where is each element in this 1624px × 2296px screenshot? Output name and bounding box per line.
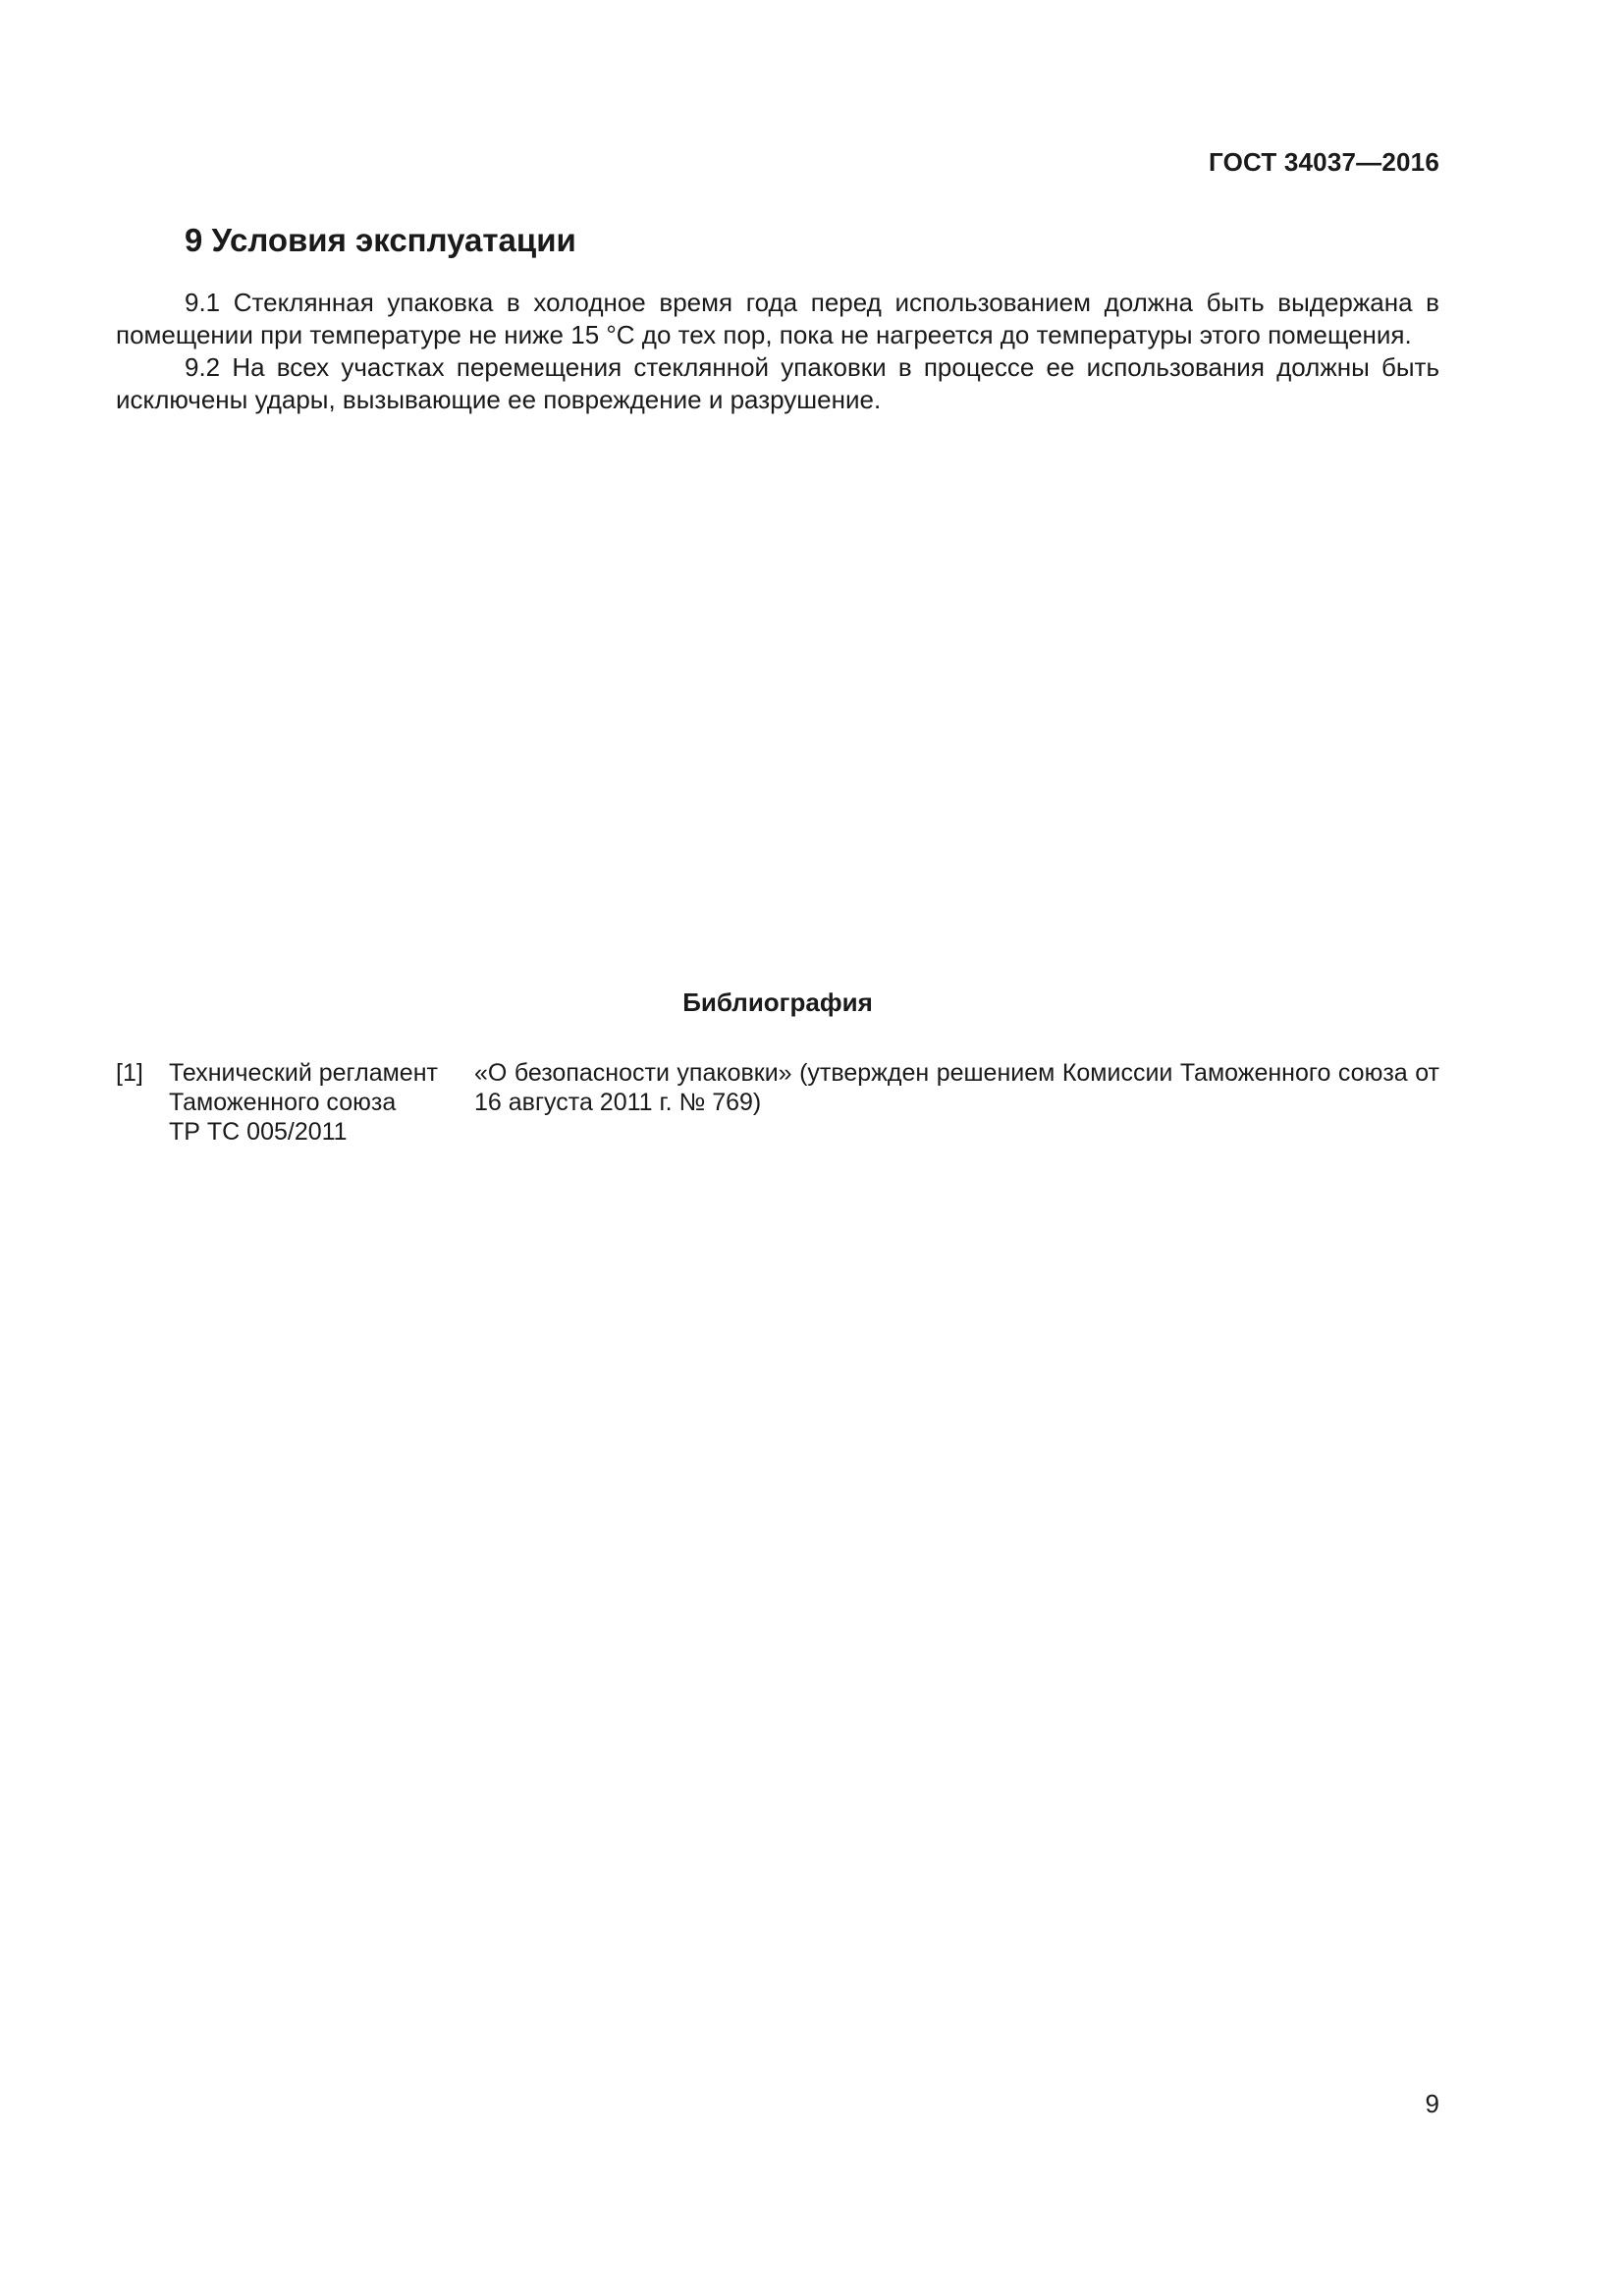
- bibliography-entry-reference: [169, 1058, 463, 1147]
- paragraph-9-1: 9.1 Стеклянная упаковка в холодное время года перед использованием должна быть выдержана в помещении при температуре не ниже 15 °С до тех пор, пока не нагреется до температуры этого помещения.: [116, 288, 1439, 349]
- section-body: [116, 287, 1439, 416]
- reference-line: Таможенного союза: [169, 1089, 397, 1116]
- document-code: ГОСТ 34037—2016: [1209, 147, 1439, 177]
- bibliography-entry-number: [1]: [116, 1059, 143, 1087]
- section-title: 9 Условия эксплуатации: [185, 222, 576, 258]
- reference-line: Технический регламент: [169, 1059, 438, 1087]
- bibliography-entry-description: «О безопасности упаковки» (утвержден решением Комиссии Таможенного союза от 16 августа 2011 г. № 769): [474, 1059, 1439, 1116]
- paragraph-9-2: 9.2 На всех участках перемещения стеклянной упаковки в процессе ее использования должны быть исключены удары, вызывающие ее повреждение и разрушение.: [116, 352, 1439, 414]
- page-number: 9: [1425, 2089, 1439, 2118]
- reference-line: ТР ТС 005/2011: [169, 1118, 348, 1146]
- bibliography-title: Библиография: [682, 988, 873, 1017]
